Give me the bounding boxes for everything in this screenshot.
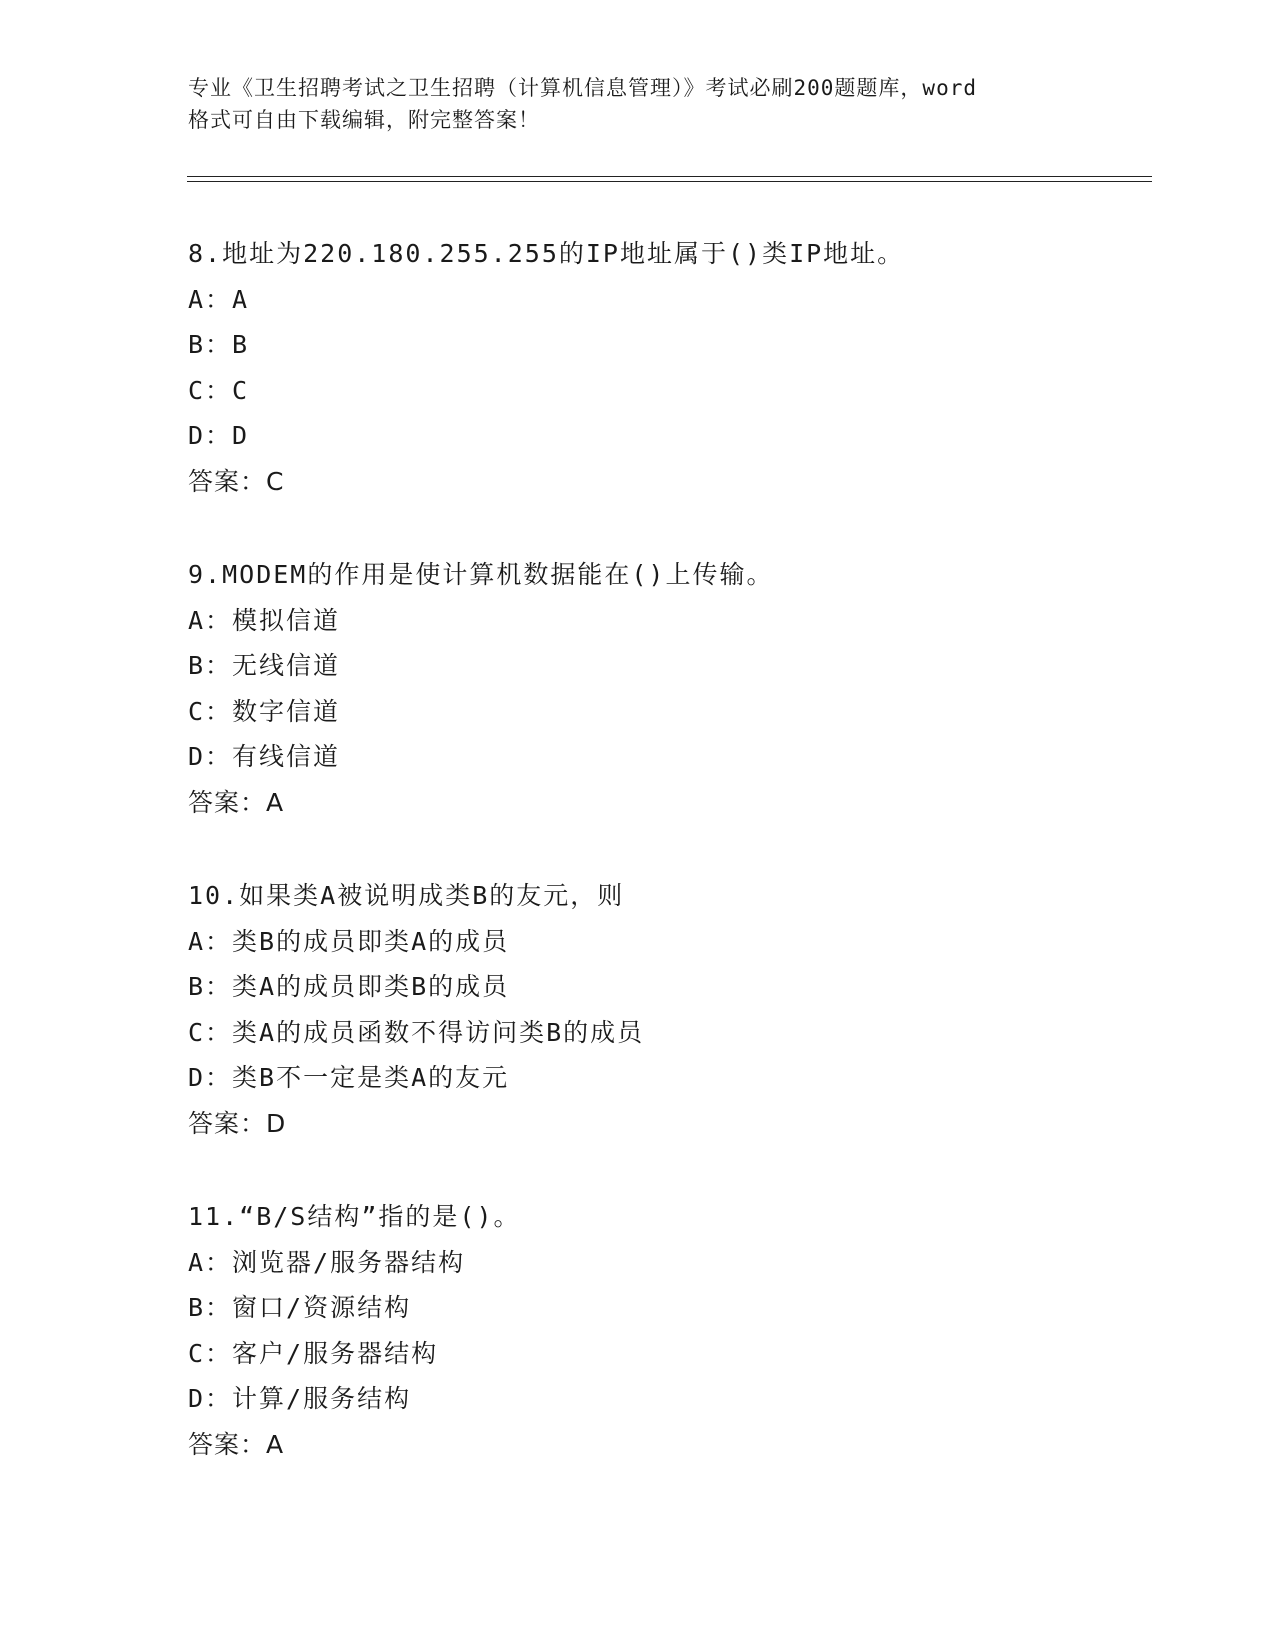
- answer-label: 答案：: [188, 466, 267, 496]
- question-stem: 9.MODEM的作用是使计算机数据能在()上传输。: [188, 560, 774, 589]
- option-c: C：客户/服务器结构: [188, 1338, 439, 1368]
- option-b: B：无线信道: [188, 651, 341, 680]
- header-line-2: 格式可自由下载编辑，附完整答案！: [188, 108, 540, 132]
- option-c: C：数字信道: [188, 696, 341, 726]
- answer-line: [188, 1422, 1188, 1468]
- answer-line: [188, 780, 1188, 826]
- answer-label: 答案：: [188, 1429, 267, 1459]
- question-8: [188, 231, 1188, 504]
- option-d: D：D: [188, 421, 250, 450]
- option-a: A：模拟信道: [188, 605, 341, 635]
- question-stem: 10.如果类A被说明成类B的友元，则: [188, 881, 625, 910]
- question-stem: 11.“B/S结构”指的是()。: [188, 1202, 521, 1231]
- option-d: D：计算/服务结构: [188, 1384, 412, 1413]
- question-9: [188, 552, 1188, 825]
- option-d: D：类B不一定是类A的友元: [188, 1063, 510, 1092]
- answer-value: D: [266, 1108, 287, 1138]
- answer-line: [188, 1101, 1188, 1147]
- option-d: D：有线信道: [188, 742, 341, 771]
- option-b: B：B: [188, 330, 250, 359]
- option-b: B：窗口/资源结构: [188, 1293, 412, 1322]
- answer-label: 答案：: [188, 1108, 267, 1138]
- answer-value: A: [266, 1429, 285, 1459]
- option-a: A：类B的成员即类A的成员: [188, 926, 510, 956]
- answer-value: C: [266, 466, 285, 496]
- question-stem: 8.地址为220.180.255.255的IP地址属于()类IP地址。: [188, 239, 905, 268]
- answer-label: 答案：: [188, 787, 267, 817]
- header-line-1: 专业《卫生招聘考试之卫生招聘（计算机信息管理）》考试必刷200题题库，word: [188, 76, 977, 100]
- question-10: [188, 873, 1188, 1146]
- option-b: B：类A的成员即类B的成员: [188, 972, 510, 1001]
- option-c: C：类A的成员函数不得访问类B的成员: [188, 1017, 645, 1047]
- header-rule-top: [187, 176, 1152, 177]
- header-rule-bottom: [187, 181, 1152, 182]
- option-c: C：C: [188, 375, 250, 405]
- answer-line: [188, 459, 1188, 505]
- option-a: A：A: [188, 284, 250, 314]
- question-11: [188, 1194, 1188, 1467]
- option-a: A：浏览器/服务器结构: [188, 1247, 466, 1277]
- answer-value: A: [266, 787, 285, 817]
- document-header: [188, 72, 1088, 136]
